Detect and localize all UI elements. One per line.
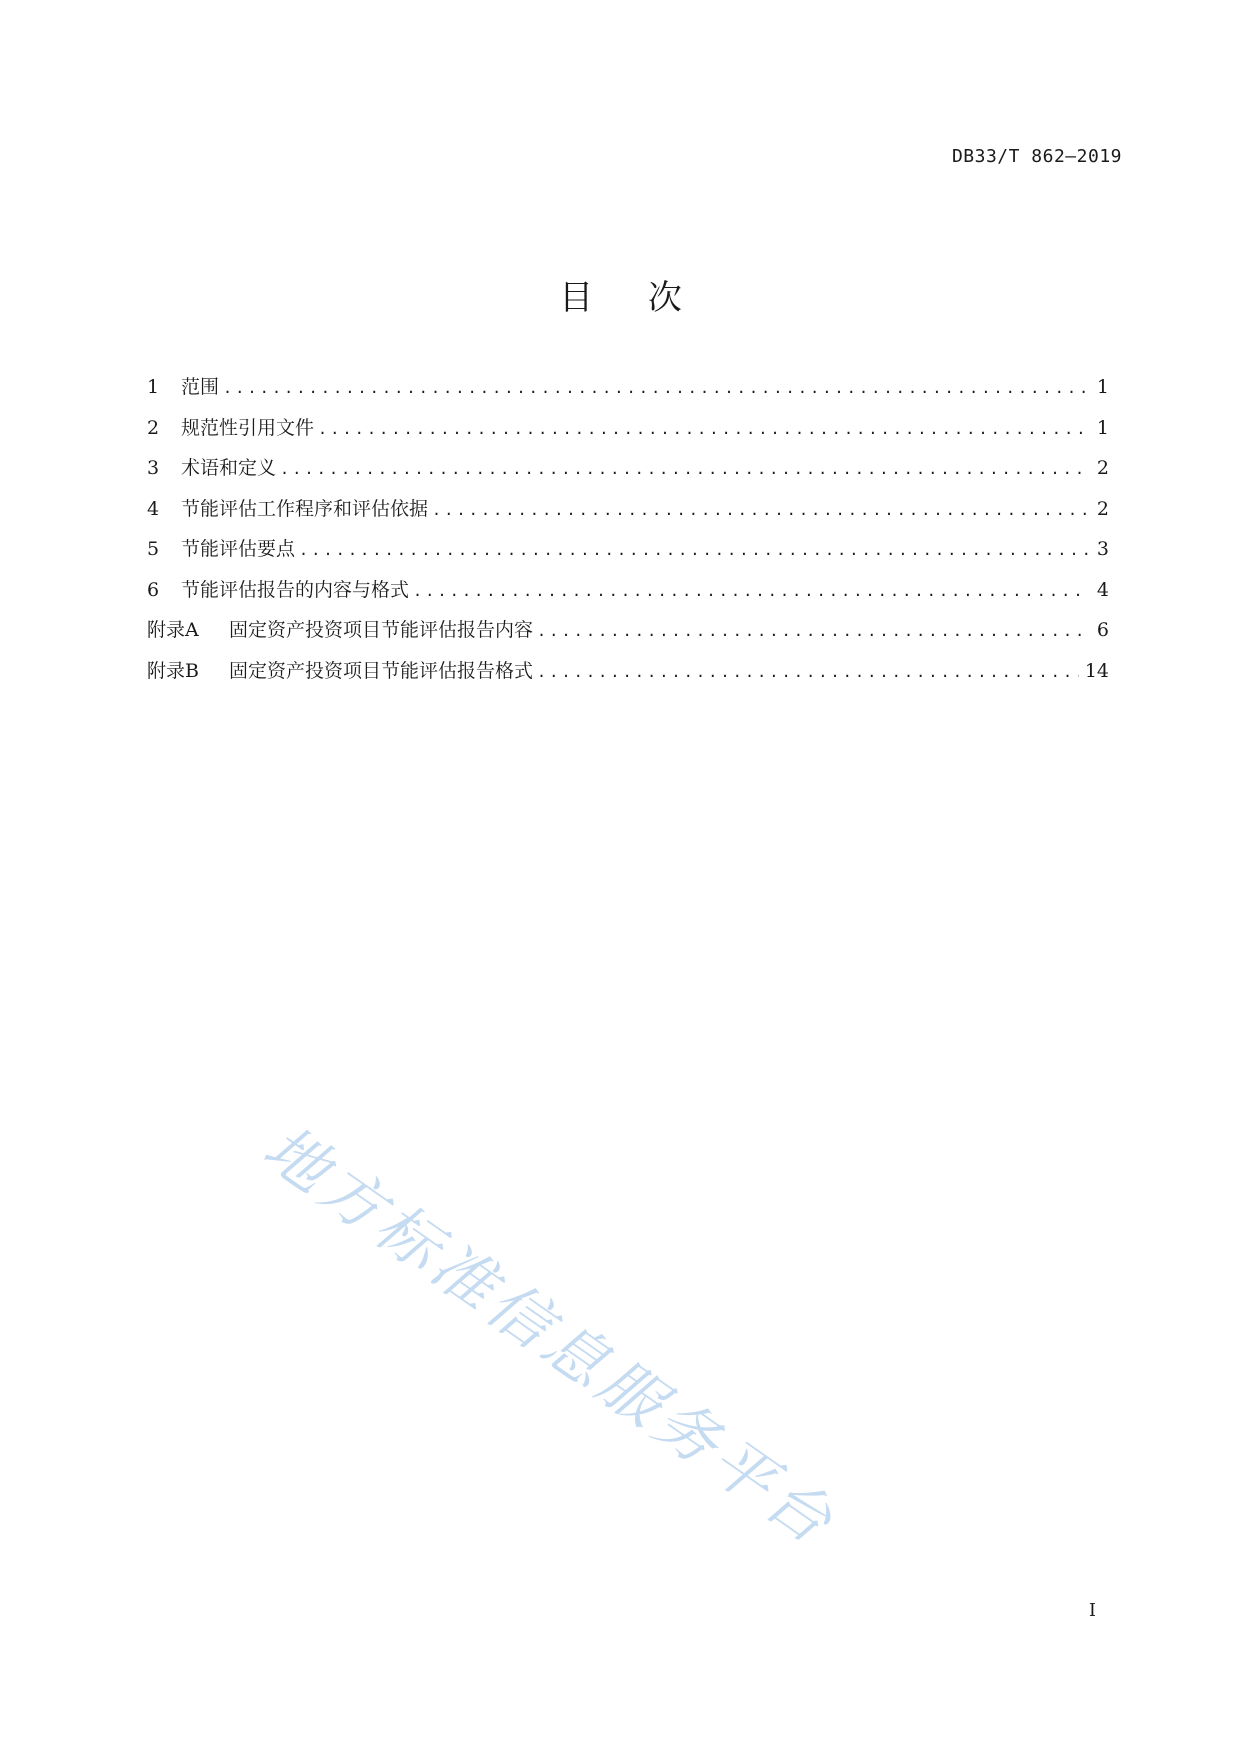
toc-entry-label: 固定资产投资项目节能评估报告内容: [229, 619, 534, 641]
toc-entry[interactable]: [147, 413, 1109, 454]
toc-entry-label: 范围: [181, 376, 220, 398]
watermark: 地方标准信息服务平台: [250, 1110, 850, 1561]
toc-entry[interactable]: [147, 575, 1109, 616]
toc-entry-page: 3: [1096, 538, 1109, 560]
toc-entry-label: 术语和定义: [181, 457, 277, 479]
toc-entry[interactable]: [147, 372, 1109, 413]
toc-dot-leader: [432, 501, 1089, 519]
toc-entry-appendix[interactable]: [147, 656, 1109, 697]
toc-entry-number: 3: [147, 457, 160, 479]
toc-entry[interactable]: [147, 534, 1109, 575]
toc-dot-leader: [280, 460, 1089, 478]
toc-dot-leader: [537, 663, 1079, 681]
toc-dot-leader: [537, 622, 1089, 640]
toc-entry-page: 2: [1096, 457, 1109, 479]
toc-entry-page: 14: [1084, 659, 1109, 682]
toc-entry-number: 5: [147, 538, 160, 560]
toc-entry-page: 6: [1096, 619, 1109, 641]
toc-entry-page: 1: [1096, 376, 1109, 398]
toc-entry-number: 2: [147, 416, 160, 439]
toc-entry-number: 6: [147, 578, 160, 601]
toc-entry-page: 2: [1096, 497, 1109, 520]
table-of-contents: [147, 372, 1109, 696]
toc-entry-label: 固定资产投资项目节能评估报告格式: [229, 659, 534, 682]
toc-entry[interactable]: [147, 453, 1109, 494]
toc-entry-number: 1: [147, 376, 160, 398]
page-number: I: [1088, 1600, 1096, 1621]
toc-entry-number: 附录A: [147, 619, 199, 641]
toc-title-char-2: 次: [647, 278, 682, 318]
toc-dot-leader: [223, 379, 1089, 397]
toc-entry-appendix[interactable]: [147, 615, 1109, 656]
toc-entry-label: 节能评估工作程序和评估依据: [181, 497, 429, 520]
toc-entry-number: 4: [147, 497, 160, 520]
document-code: DB33/T 862—2019: [951, 146, 1122, 167]
toc-entry-label: 规范性引用文件: [181, 416, 315, 439]
toc-entry-label: 节能评估报告的内容与格式: [181, 578, 410, 601]
toc-entry[interactable]: [147, 494, 1109, 535]
toc-entry-number: 附录B: [147, 659, 199, 682]
toc-entry-label: 节能评估要点: [181, 538, 296, 560]
toc-dot-leader: [318, 420, 1089, 438]
toc-entry-page: 1: [1096, 416, 1109, 439]
toc-dot-leader: [299, 541, 1089, 559]
toc-title: [0, 270, 1241, 319]
toc-dot-leader: [413, 582, 1089, 600]
toc-title-char-1: 目: [559, 278, 594, 318]
toc-entry-page: 4: [1096, 578, 1109, 601]
